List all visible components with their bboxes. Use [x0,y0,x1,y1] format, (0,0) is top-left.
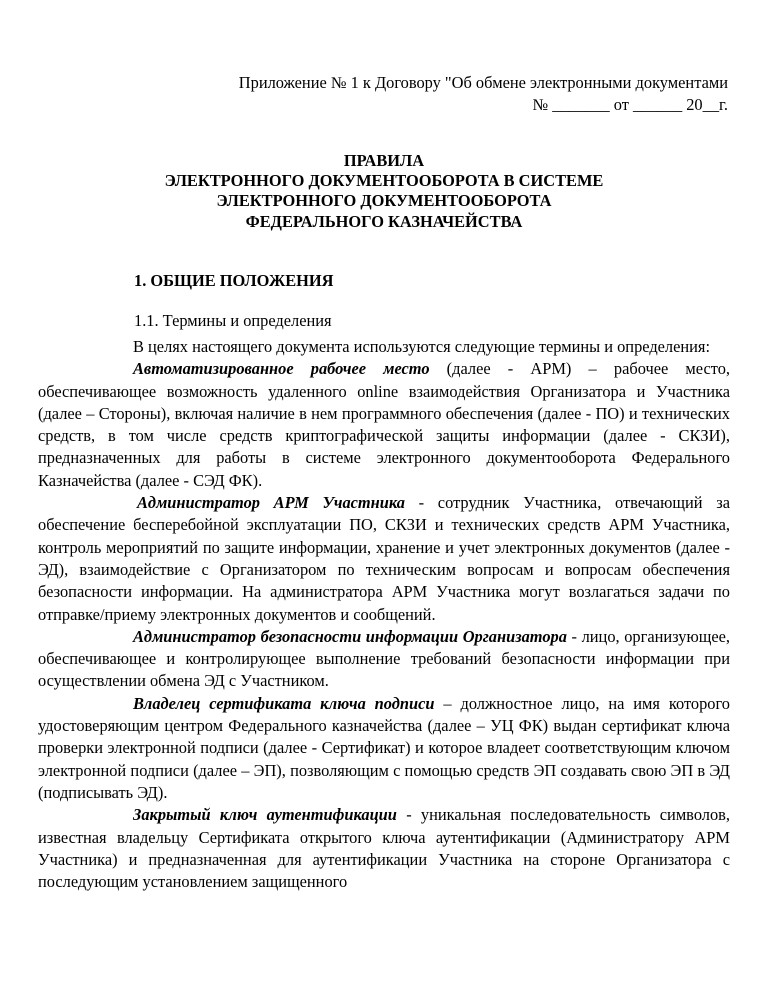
term-private-key: Закрытый ключ аутентификации [133,805,397,825]
contract-number-line: № _______ от ______ 20__г. [532,95,728,115]
title-line-3: ЭЛЕКТРОННОГО ДОКУМЕНТООБОРОТА [216,191,552,211]
term-security-admin: Администратор безопасности информации Организатора [133,626,567,646]
definition-text: - сотрудник Участника, отвечающий за обеспечение бесперебойной эксплуатации ПО, СКЗИ и технических средств АРМ Участника, контроль мероприятий по защите информации, хранение и учет электронных документов (далее - ЭД), взаимодействие с Организатором по техническим вопросам и вопросам обеспечения безопасности информации. На администратора АРМ Участника могут возлагаться задачи по отправке/приему электронных документов и сообщений. [38,493,730,624]
term-certificate-owner: Владелец сертификата ключа подписи [133,693,435,713]
title-line-2: ЭЛЕКТРОННОГО ДОКУМЕНТООБОРОТА В СИСТЕМЕ [164,171,604,191]
title-line-1: ПРАВИЛА [343,151,425,170]
document-title [0,151,768,232]
definition-text: (далее - АРМ) – рабочее место, обеспечивающее возможность удаленного online взаимодействия Организатора и Участника (далее – Стороны), включая наличие в нем программного обеспечения (далее - ПО) и технических средств, в том числе средств криптографической защиты информации (далее - СКЗИ), предназначенных для работы в системе электронного документооборота Федерального Казначейства (далее - СЭД ФК). [38,359,730,490]
title-line-4: ФЕДЕРАЛЬНОГО КАЗНАЧЕЙСТВА [245,211,523,231]
definition-text: – должностное лицо, на имя которого удостоверяющим центром Федерального казначейства (далее – УЦ ФК) выдан сертификат ключа проверки электронной подписи (далее - Сертификат) и которое владеет соответствующим ключом электронной подписи (далее – ЭП), позволяющим с помощью средств ЭП создавать свою ЭП в ЭД (подписывать ЭД). [38,693,730,802]
definition-text: - лицо, организующее, обеспечивающее и контролирующее выполнение требований безопасности информации при осуществлении обмена ЭД с Участником. [38,626,730,691]
definition-arm-admin [38,492,730,626]
definition-text: - уникальная последовательность символов, известная владельцу Сертификата открытого ключа аутентификации (Администратору АРМ Участника) и предназначенная для аутентификации Участника на стороне Организатора с последующим установлением защищенного [38,805,731,892]
appendix-header [239,72,728,117]
definition-certificate-owner [38,693,730,804]
term-arm-admin: Администратор АРМ Участника [137,493,405,513]
subsection-heading: 1.1. Термины и определения [134,311,332,330]
term-arm: Автоматизированное рабочее место [133,359,430,379]
appendix-line: Приложение № 1 к Договору "Об обмене электронными документами [238,73,728,92]
document-body [38,336,730,893]
definition-private-key [38,804,730,893]
intro-paragraph: В целях настоящего документа используются следующие термины и определения: [133,337,711,356]
definition-security-admin [38,626,730,693]
section-heading: 1. ОБЩИЕ ПОЛОЖЕНИЯ [134,271,334,290]
definition-arm [38,358,730,492]
